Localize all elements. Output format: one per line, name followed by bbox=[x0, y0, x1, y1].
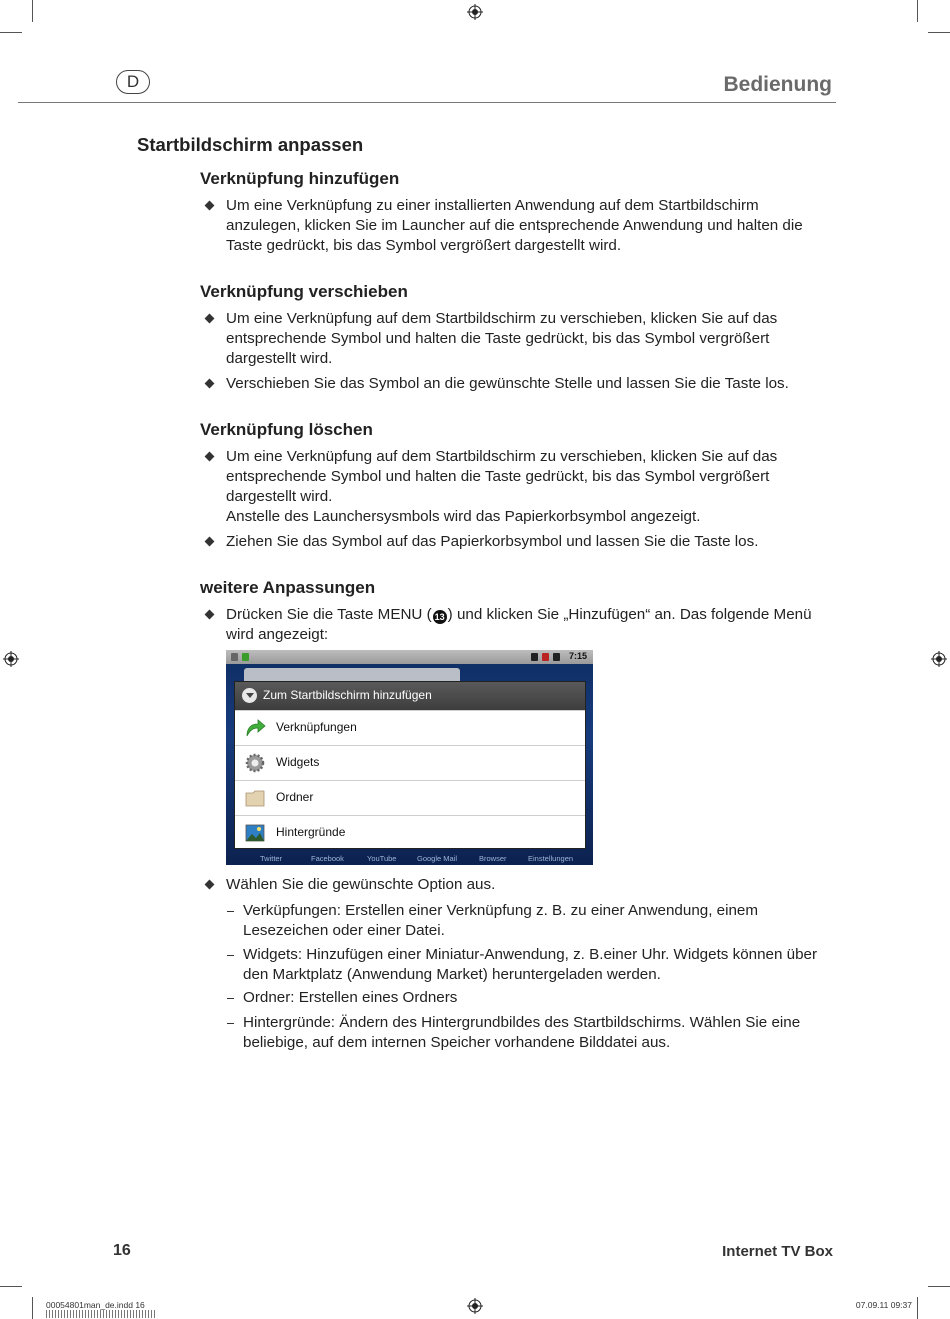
dock-label: Twitter bbox=[260, 854, 283, 863]
dialog-title: Zum Startbildschirm hinzufügen bbox=[263, 688, 432, 702]
bullet-icon bbox=[205, 379, 215, 389]
bullet-icon bbox=[205, 452, 215, 462]
dock-label: Google Mail bbox=[417, 854, 458, 863]
sub-item: Hintergründe: Ändern des Hintergrundbildes des Startbildschirms. Wählen Sie eine beliebige, auf dem internen Speicher vorhandene Bilddatei aus. bbox=[243, 1014, 801, 1051]
status-bar bbox=[226, 650, 593, 664]
menu-item-shortcuts[interactable] bbox=[235, 710, 585, 744]
battery-icon bbox=[553, 653, 560, 661]
heading-delete-shortcut: Verknüpfung löschen bbox=[200, 420, 373, 439]
green-arrow-icon bbox=[244, 717, 266, 739]
paragraph: Ziehen Sie das Symbol auf das Papierkorbsymbol und lassen Sie die Taste los. bbox=[226, 533, 759, 550]
dash-bullet-icon bbox=[227, 998, 234, 999]
page-title: Startbildschirm anpassen bbox=[137, 134, 364, 155]
registration-mark-icon bbox=[467, 4, 483, 20]
bullet-icon bbox=[205, 610, 215, 620]
gear-icon bbox=[244, 752, 266, 774]
file-slug: 00054801man_de.indd 16 bbox=[46, 1300, 145, 1310]
heading-move-shortcut: Verknüpfung verschieben bbox=[200, 282, 408, 301]
bullet-icon bbox=[205, 201, 215, 211]
picture-icon bbox=[244, 822, 266, 844]
text-span: ) und klicken Sie „Hinzufügen“ an. Das folgende Menü wird angezeigt: bbox=[226, 606, 812, 643]
dock-label: Browser bbox=[479, 854, 507, 863]
android-menu-screenshot bbox=[226, 650, 593, 865]
menu-key-number-icon: 13 bbox=[434, 612, 445, 622]
menu-item-label: Hintergründe bbox=[276, 825, 346, 839]
date-slug: 07.09.11 09:37 bbox=[855, 1300, 912, 1310]
paragraph bbox=[226, 605, 836, 645]
add-to-home-dialog bbox=[234, 681, 586, 849]
menu-item-label: Widgets bbox=[276, 755, 320, 769]
paragraph: Verschieben Sie das Symbol an die gewünschte Stelle und lassen Sie die Taste los. bbox=[226, 375, 789, 392]
crop-mark bbox=[928, 32, 950, 33]
crop-mark bbox=[917, 0, 918, 22]
registration-mark-icon bbox=[467, 1298, 483, 1314]
dash-bullet-icon bbox=[227, 911, 234, 912]
app-dock bbox=[226, 853, 593, 865]
paragraph: Um eine Verknüpfung auf dem Startbildschirm zu verschieben, klicken Sie auf das entsprechende Symbol und halten die Taste gedrückt, bis das Symbol vergrößert dargestellt wird. bbox=[226, 448, 778, 505]
bullet-icon bbox=[205, 880, 215, 890]
page-number: 16 bbox=[113, 1242, 131, 1259]
paragraph: Wählen Sie die gewünschte Option aus. bbox=[226, 876, 496, 893]
dropdown-icon bbox=[242, 688, 257, 703]
heading-more-customizations: weitere Anpassungen bbox=[200, 578, 376, 597]
text-span: Drücken Sie die Taste MENU ( bbox=[226, 606, 432, 623]
registration-mark-icon bbox=[931, 651, 947, 667]
dock-label: Facebook bbox=[311, 854, 344, 863]
product-name: Internet TV Box bbox=[722, 1243, 833, 1260]
bullet-icon bbox=[205, 537, 215, 547]
heading-add-shortcut: Verknüpfung hinzufügen bbox=[200, 169, 400, 188]
crop-mark bbox=[917, 1297, 918, 1319]
section-title: Bedienung bbox=[723, 73, 832, 96]
menu-item-label: Verknüpfungen bbox=[276, 720, 357, 734]
crop-mark bbox=[0, 1286, 22, 1287]
sub-item: Ordner: Erstellen eines Ordners bbox=[243, 989, 458, 1006]
bullet-icon bbox=[205, 314, 215, 324]
sub-item: Verküpfungen: Erstellen einer Verknüpfung z. B. zu einer Anwendung, einem Lesezeichen oder einer Datei. bbox=[243, 902, 759, 939]
crop-mark bbox=[32, 0, 33, 22]
download-icon bbox=[242, 653, 249, 661]
signal-icon bbox=[542, 653, 549, 661]
registration-mark-icon bbox=[3, 651, 19, 667]
crop-mark bbox=[0, 32, 22, 33]
language-badge: D bbox=[116, 70, 150, 94]
dock-label: Einstellungen bbox=[528, 854, 574, 863]
menu-item-wallpapers[interactable] bbox=[235, 815, 585, 849]
bluetooth-icon bbox=[531, 653, 538, 661]
menu-item-label: Ordner bbox=[276, 790, 314, 804]
menu-item-widgets[interactable] bbox=[235, 745, 585, 779]
dock-label: YouTube bbox=[367, 854, 397, 863]
notification-icon bbox=[231, 653, 238, 661]
status-time: 7:15 bbox=[568, 651, 587, 661]
dash-bullet-icon bbox=[227, 1023, 234, 1024]
paragraph: Um eine Verknüpfung zu einer installierten Anwendung auf dem Startbildschirm anzulegen, klicken Sie im Launcher auf die entsprechende Anwendung und halten die Taste gedrückt, bis das Symbol vergrößert dargestellt wird. bbox=[226, 197, 803, 254]
sub-item: Widgets: Hinzufügen einer Miniatur-Anwendung, z. B.einer Uhr. Widgets können über den Marktplatz (Anwendung Market) heruntergeladen werden. bbox=[243, 946, 818, 983]
dialog-header bbox=[235, 682, 585, 710]
folder-icon bbox=[244, 787, 266, 809]
menu-item-folder[interactable] bbox=[235, 780, 585, 814]
header-rule bbox=[18, 102, 836, 103]
crop-mark bbox=[928, 1286, 950, 1287]
barcode-graphic bbox=[46, 1310, 156, 1318]
crop-mark bbox=[32, 1297, 33, 1319]
dash-bullet-icon bbox=[227, 955, 234, 956]
paragraph: Um eine Verknüpfung auf dem Startbildschirm zu verschieben, klicken Sie auf das entsprechende Symbol und halten die Taste gedrückt, bis das Symbol vergrößert dargestellt wird. bbox=[226, 310, 778, 367]
paragraph: Anstelle des Launchersysmbols wird das Papierkorbsymbol angezeigt. bbox=[226, 508, 701, 525]
